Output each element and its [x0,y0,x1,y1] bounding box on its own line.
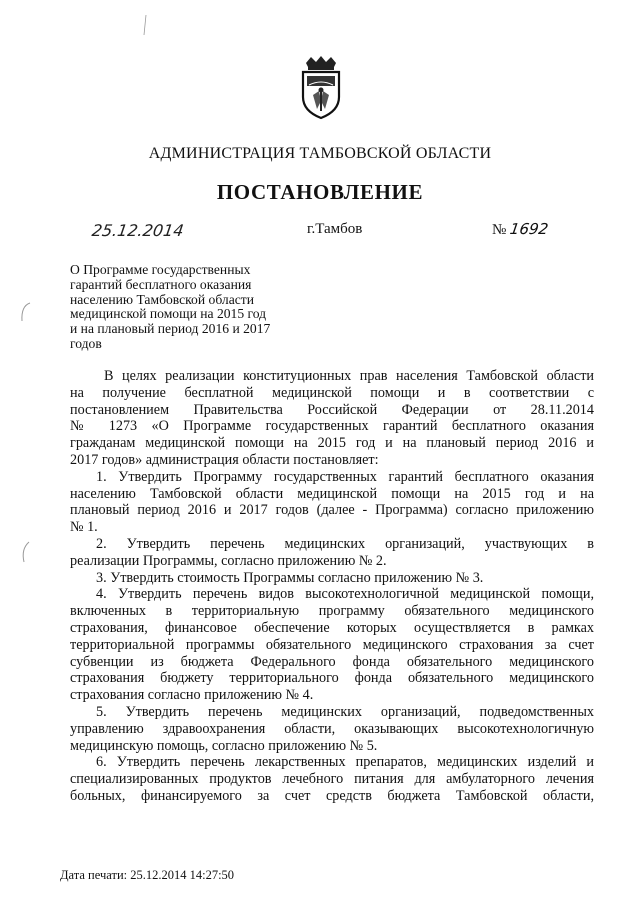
body-line: территориальной программы обязательного медицинского страхования за счет [70,636,594,653]
pen-stroke-mark [142,14,148,36]
document-subject [70,263,320,352]
body-line: населению Тамбовской области медицинской помощи на 2015 год и на [70,485,594,502]
body-line: управлению здравоохранения области, оказывающих высокотехнологичную [70,720,594,737]
body-line: 2017 годов» администрация области постановляет: [70,451,379,468]
body-line: страхования бюджету территориального фонда обязательного медицинского [70,670,594,687]
number-value: 1692 [509,220,550,238]
body-line: гражданам медицинской помощи на 2015 год и на плановый период 2016 и [70,435,594,452]
body-line: страхования согласно приложению № 4. [70,687,314,704]
body-line: 3. Утвердить стоимость Программы согласно приложению № 3. [96,569,484,586]
body-line: включенных в территориальную программу обязательного медицинского [70,603,594,620]
body-line: № 1. [70,519,98,536]
subject-line: О Программе государственных [70,262,251,277]
body-line: специализированных продуктов лечебного питания для амбулаторного лечения [70,771,594,788]
number-prefix: № [492,222,507,238]
print-date-footer: Дата печати: 25.12.2014 14:27:50 [60,868,235,882]
punch-hole-mark [18,540,32,564]
organization-name: АДМИНИСТРАЦИЯ ТАМБОВСКОЙ ОБЛАСТИ [148,145,492,162]
punch-hole-mark [18,300,32,324]
body-line: больных, финансируемого за счет средств бюджета Тамбовской области, [70,787,594,804]
document-type-title: ПОСТАНОВЛЕНИЕ [216,180,424,204]
subject-line: годов [70,335,102,351]
subject-line: гарантий бесплатного оказания [70,276,252,292]
body-line: 4. Утвердить перечень видов высокотехнологичной медицинской помощи, [96,586,594,603]
body-line: 1. Утвердить Программу государственных гарантий бесплатного оказания [96,468,594,485]
document-number [492,220,549,239]
body-line: постановлением Правительства Российской Федерации от 28.11.2014 [70,401,594,418]
subject-line: и на плановый период 2016 и 2017 [70,321,271,337]
body-line: 2. Утвердить перечень медицинских организаций, участвующих в [96,535,594,552]
body-line: плановый период 2016 и 2017 годов (далее - Программа) согласно приложению [70,502,594,519]
body-line: на получение бесплатной медицинской помощи и в соответствии с [70,384,594,401]
subject-line: медицинской помощи на 2015 год [70,306,267,322]
subject-line: населению Тамбовской области [70,291,254,307]
document-city: г.Тамбов [307,221,363,237]
body-line: № 1273 «О Программе государственных гарантий бесплатного оказания [70,418,594,435]
body-line: 6. Утвердить перечень лекарственных препаратов, медицинских изделий и [96,754,594,771]
body-line: В целях реализации конституционных прав населения Тамбовской области [104,368,594,384]
body-line: страхования, финансовое обеспечение которых осуществляется в рамках [70,619,594,636]
body-line: субвенции из бюджета Федерального фонда обязательного медицинского [70,653,594,670]
document-body [70,368,594,805]
body-line: 5. Утвердить перечень медицинских организаций, подведомственных [96,703,594,720]
body-line: медицинскую помощь, согласно приложению № 5. [70,737,378,754]
body-line: реализации Программы, согласно приложению № 2. [70,552,387,569]
tambov-coat-of-arms-icon [297,55,345,121]
document-date: 25.12.2014 [90,221,185,240]
